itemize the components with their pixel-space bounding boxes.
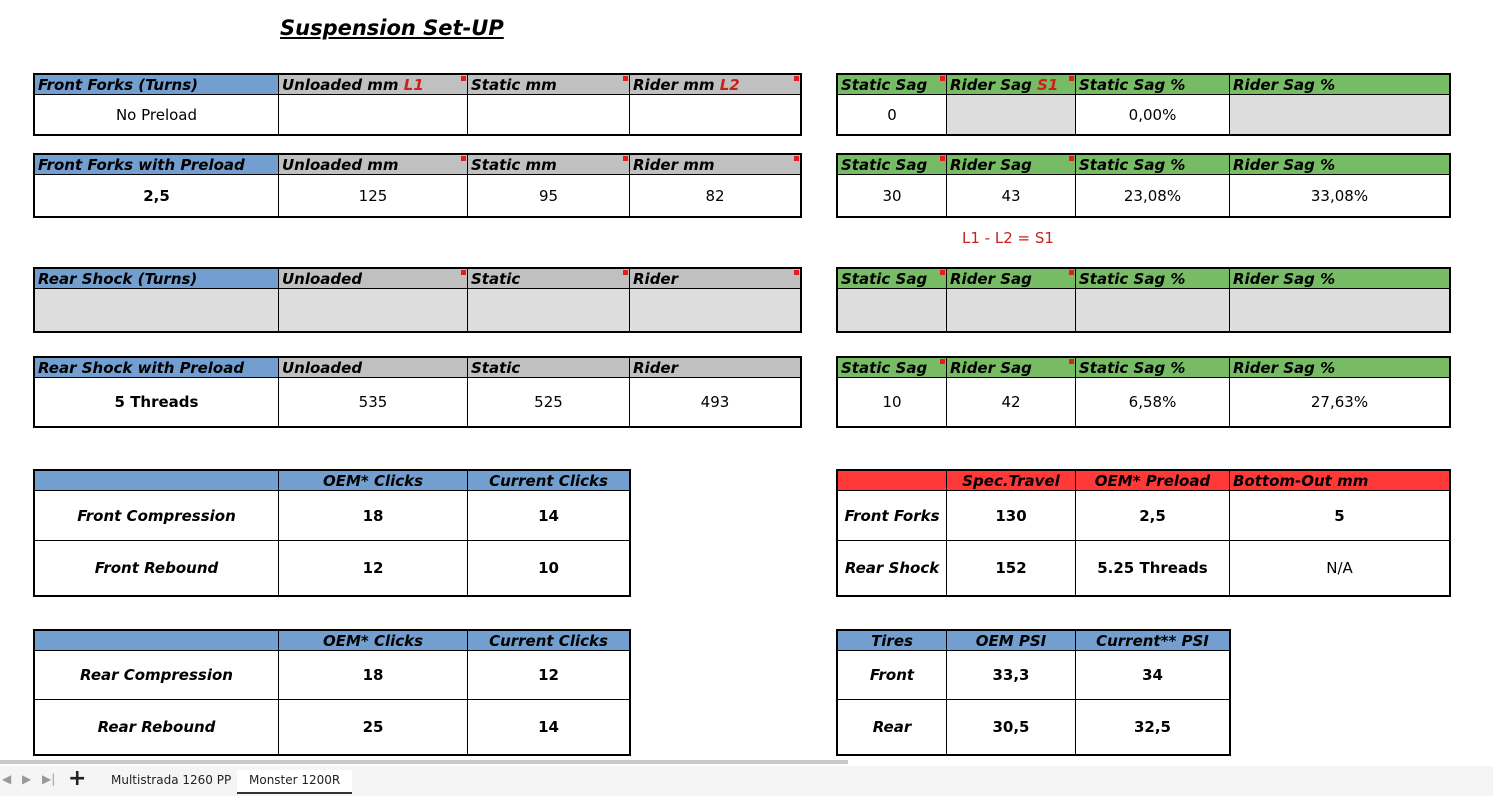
- header-front-forks-preload[interactable]: Front Forks with Preload: [35, 155, 279, 175]
- cell-unloaded[interactable]: [279, 95, 468, 135]
- header-static-sag[interactable]: Static Sag: [838, 269, 947, 289]
- header-static-mm[interactable]: Static mm: [468, 75, 630, 95]
- header-current-clicks[interactable]: Current Clicks: [468, 631, 630, 651]
- header-blank[interactable]: [35, 631, 279, 651]
- sheet-title: Suspension Set-UP: [280, 16, 504, 40]
- header-current-clicks[interactable]: Current Clicks: [468, 471, 630, 491]
- cell-static-sag[interactable]: 10: [838, 378, 947, 427]
- header-front-forks-turns[interactable]: Front Forks (Turns): [35, 75, 279, 95]
- front-no-preload-sag-table: [837, 74, 1450, 135]
- front-forks-no-preload-table: [34, 74, 801, 135]
- header-rider-sag-pct[interactable]: Rider Sag %: [1230, 358, 1450, 378]
- header-oem-psi[interactable]: OEM PSI: [947, 631, 1076, 651]
- last-sheet-icon[interactable]: ▶|: [42, 772, 56, 786]
- comment-marker[interactable]: [461, 76, 466, 81]
- cell-current-clicks[interactable]: 12: [468, 651, 630, 700]
- comment-marker[interactable]: [623, 76, 628, 81]
- row-label-front-tire[interactable]: Front: [838, 651, 947, 700]
- cell-rider-sag-pct[interactable]: [1230, 95, 1450, 135]
- comment-marker[interactable]: [794, 270, 799, 275]
- cell-current-clicks[interactable]: 14: [468, 491, 630, 541]
- row-label-rear-rebound[interactable]: Rear Rebound: [35, 700, 279, 755]
- header-static-sag-pct[interactable]: Static Sag %: [1076, 269, 1230, 289]
- header-blank[interactable]: [838, 471, 947, 491]
- comment-marker[interactable]: [940, 270, 945, 275]
- comment-marker[interactable]: [461, 156, 466, 161]
- cell-static-sag-pct[interactable]: 0,00%: [1076, 95, 1230, 135]
- comment-marker[interactable]: [794, 156, 799, 161]
- cell-bottom-out[interactable]: N/A: [1230, 541, 1450, 596]
- comment-marker[interactable]: [940, 156, 945, 161]
- cell-oem-clicks[interactable]: 25: [279, 700, 468, 755]
- rear-clicks-table: [34, 630, 630, 755]
- sheet-tab-monster[interactable]: Monster 1200R: [237, 770, 352, 794]
- comment-marker[interactable]: [1069, 270, 1074, 275]
- cell-static[interactable]: 95: [468, 175, 630, 217]
- header-rider-sag-pct[interactable]: Rider Sag %: [1230, 75, 1450, 95]
- header-rider-sag[interactable]: Rider Sag: [947, 269, 1076, 289]
- header-static[interactable]: Static: [468, 269, 630, 289]
- comment-marker[interactable]: [940, 359, 945, 364]
- cell-unloaded[interactable]: [279, 289, 468, 332]
- cell-preload-threads[interactable]: 5 Threads: [35, 378, 279, 427]
- cell-rider-sag[interactable]: 43: [947, 175, 1076, 217]
- front-preload-sag-table: [837, 154, 1450, 217]
- next-sheet-icon[interactable]: ▶: [22, 772, 32, 786]
- row-label-rear-shock[interactable]: Rear Shock: [838, 541, 947, 596]
- header-rider-sag[interactable]: Rider Sag: [947, 358, 1076, 378]
- cell-oem-clicks[interactable]: 12: [279, 541, 468, 596]
- comment-marker[interactable]: [623, 270, 628, 275]
- header-spec-travel[interactable]: Spec.Travel: [947, 471, 1076, 491]
- comment-marker[interactable]: [623, 156, 628, 161]
- header-unloaded[interactable]: Unloaded: [279, 358, 468, 378]
- cell-rider-sag[interactable]: [947, 95, 1076, 135]
- sheet-tab-multistrada[interactable]: Multistrada 1260 PP: [111, 773, 232, 787]
- cell-rider[interactable]: [630, 95, 801, 135]
- cell-bottom-out[interactable]: 5: [1230, 491, 1450, 541]
- header-static-sag[interactable]: Static Sag: [838, 358, 947, 378]
- header-current-psi[interactable]: Current** PSI: [1076, 631, 1230, 651]
- cell-oem-psi[interactable]: 33,3: [947, 651, 1076, 700]
- cell-rider-sag-pct[interactable]: 27,63%: [1230, 378, 1450, 427]
- cell-oem-psi[interactable]: 30,5: [947, 700, 1076, 755]
- cell-current-psi[interactable]: 34: [1076, 651, 1230, 700]
- cell-static-sag-pct[interactable]: [1076, 289, 1230, 332]
- header-rider-mm[interactable]: Rider mm: [630, 155, 801, 175]
- cell-static[interactable]: [468, 289, 630, 332]
- header-unloaded[interactable]: Unloaded: [279, 269, 468, 289]
- header-rider-sag-pct[interactable]: Rider Sag %: [1230, 155, 1450, 175]
- header-rider[interactable]: Rider: [630, 358, 801, 378]
- header-static-mm[interactable]: Static mm: [468, 155, 630, 175]
- cell-static-sag-pct[interactable]: 23,08%: [1076, 175, 1230, 217]
- cell-current-clicks[interactable]: 10: [468, 541, 630, 596]
- tires-table: [837, 630, 1230, 755]
- header-oem-clicks[interactable]: OEM* Clicks: [279, 631, 468, 651]
- cell-rider-sag[interactable]: 42: [947, 378, 1076, 427]
- cell-static-sag[interactable]: [838, 289, 947, 332]
- header-rider-sag[interactable]: Rider Sag S1: [947, 75, 1076, 95]
- comment-marker[interactable]: [1069, 76, 1074, 81]
- spec-travel-table: [837, 470, 1450, 596]
- header-static-sag-pct[interactable]: Static Sag %: [1076, 75, 1230, 95]
- header-static[interactable]: Static: [468, 358, 630, 378]
- header-static-sag[interactable]: Static Sag: [838, 155, 947, 175]
- comment-marker[interactable]: [461, 270, 466, 275]
- header-rear-shock-turns[interactable]: Rear Shock (Turns): [35, 269, 279, 289]
- rear-preload-sag-table: [837, 357, 1450, 427]
- cell-rider-sag-pct[interactable]: [1230, 289, 1450, 332]
- comment-marker[interactable]: [1069, 156, 1074, 161]
- cell-current-psi[interactable]: 32,5: [1076, 700, 1230, 755]
- cell-unloaded[interactable]: 125: [279, 175, 468, 217]
- cell-rider-sag-pct[interactable]: 33,08%: [1230, 175, 1450, 217]
- header-static-sag[interactable]: Static Sag: [838, 75, 947, 95]
- header-blank[interactable]: [35, 471, 279, 491]
- add-sheet-icon[interactable]: +: [68, 766, 87, 791]
- comment-marker[interactable]: [940, 76, 945, 81]
- cell-rider[interactable]: [630, 289, 801, 332]
- cell-static-sag[interactable]: 0: [838, 95, 947, 135]
- header-bottom-out[interactable]: Bottom-Out mm: [1230, 471, 1450, 491]
- cell-static-sag-pct[interactable]: 6,58%: [1076, 378, 1230, 427]
- rear-shock-turns-table: [34, 268, 801, 332]
- cell-oem-clicks[interactable]: 18: [279, 651, 468, 700]
- header-static-sag-pct[interactable]: Static Sag %: [1076, 358, 1230, 378]
- cell-turns[interactable]: [35, 289, 279, 332]
- header-static-sag-pct[interactable]: Static Sag %: [1076, 155, 1230, 175]
- cell-rider[interactable]: 493: [630, 378, 801, 427]
- row-label-rear-compression[interactable]: Rear Compression: [35, 651, 279, 700]
- front-forks-preload-table: [34, 154, 801, 217]
- header-unloaded-mm[interactable]: Unloaded mm: [279, 155, 468, 175]
- header-rider-sag-pct[interactable]: Rider Sag %: [1230, 269, 1450, 289]
- header-rider-mm[interactable]: Rider mm L2: [630, 75, 801, 95]
- cell-rider[interactable]: 82: [630, 175, 801, 217]
- cell-current-clicks[interactable]: 14: [468, 700, 630, 755]
- row-label-front-compression[interactable]: Front Compression: [35, 491, 279, 541]
- row-label-front-forks[interactable]: Front Forks: [838, 491, 947, 541]
- cell-unloaded[interactable]: 535: [279, 378, 468, 427]
- cell-static[interactable]: [468, 95, 630, 135]
- cell-rider-sag[interactable]: [947, 289, 1076, 332]
- header-tires[interactable]: Tires: [838, 631, 947, 651]
- rear-turns-sag-table: [837, 268, 1450, 332]
- header-rear-shock-preload[interactable]: Rear Shock with Preload: [35, 358, 279, 378]
- row-label-front-rebound[interactable]: Front Rebound: [35, 541, 279, 596]
- header-unloaded-mm[interactable]: Unloaded mm L1: [279, 75, 468, 95]
- front-clicks-table: [34, 470, 630, 596]
- sag-formula-note: L1 - L2 = S1: [962, 229, 1054, 247]
- comment-marker[interactable]: [1069, 359, 1074, 364]
- comment-marker[interactable]: [794, 76, 799, 81]
- row-label-rear-tire[interactable]: Rear: [838, 700, 947, 755]
- header-rider[interactable]: Rider: [630, 269, 801, 289]
- first-sheet-icon[interactable]: ◀: [2, 772, 12, 786]
- cell-spec-travel[interactable]: 130: [947, 491, 1076, 541]
- cell-oem-clicks[interactable]: 18: [279, 491, 468, 541]
- cell-preload-turns[interactable]: 2,5: [35, 175, 279, 217]
- cell-static-sag[interactable]: 30: [838, 175, 947, 217]
- cell-spec-travel[interactable]: 152: [947, 541, 1076, 596]
- header-oem-clicks[interactable]: OEM* Clicks: [279, 471, 468, 491]
- header-oem-preload[interactable]: OEM* Preload: [1076, 471, 1230, 491]
- cell-static[interactable]: 525: [468, 378, 630, 427]
- header-rider-sag[interactable]: Rider Sag: [947, 155, 1076, 175]
- cell-no-preload[interactable]: No Preload: [35, 95, 279, 135]
- horizontal-scrollbar[interactable]: [0, 760, 848, 764]
- cell-oem-preload[interactable]: 5.25 Threads: [1076, 541, 1230, 596]
- cell-oem-preload[interactable]: 2,5: [1076, 491, 1230, 541]
- rear-shock-preload-table: [34, 357, 801, 427]
